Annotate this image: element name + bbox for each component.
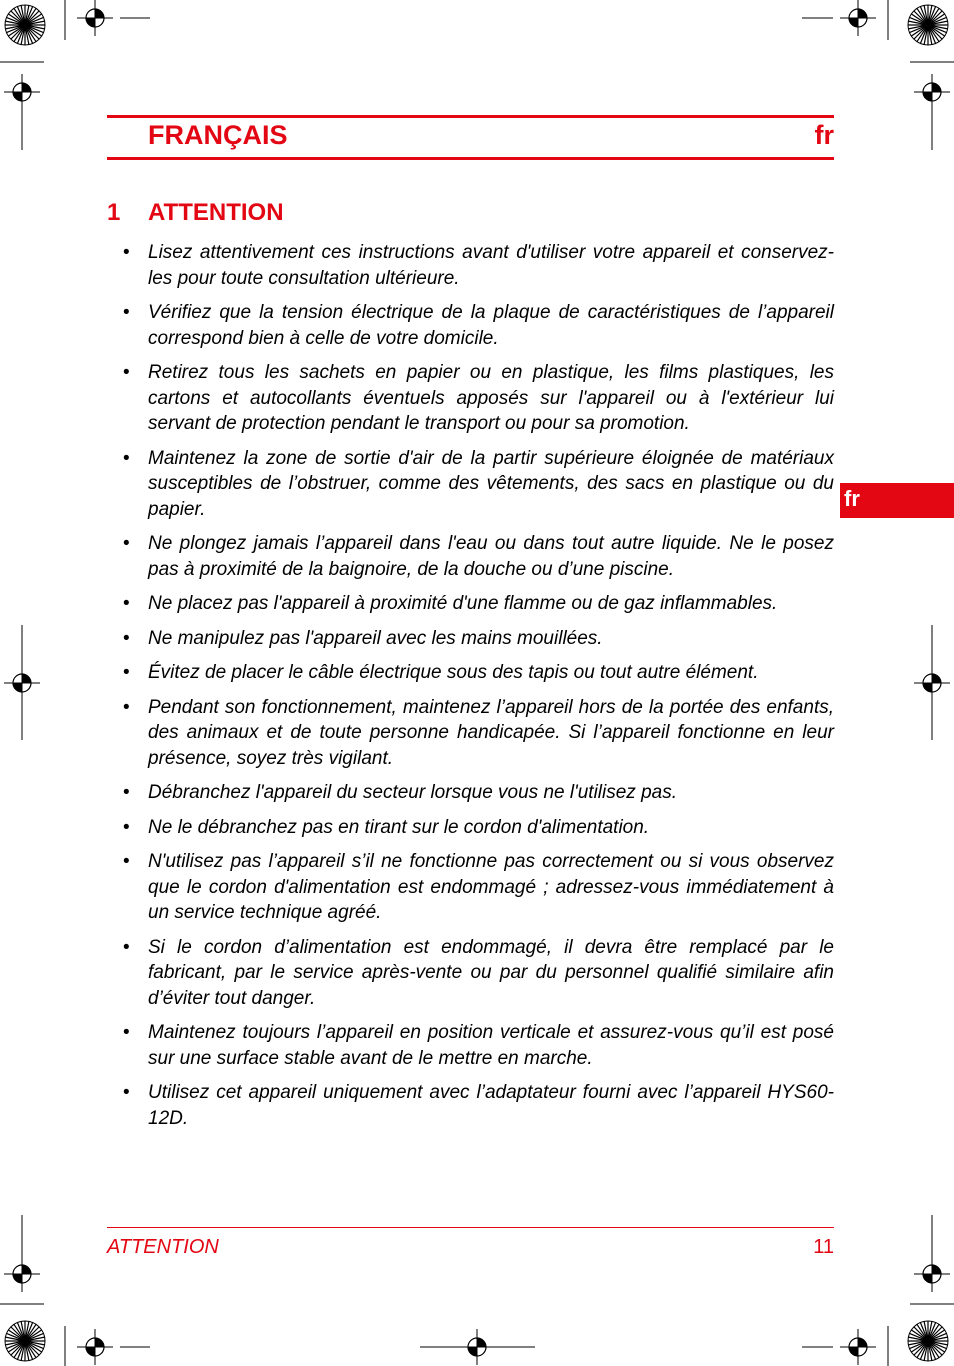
page-number: 11 bbox=[813, 1236, 834, 1258]
list-item: • Si le cordon d’alimentation est endommagé, il devra être remplacé par le fabricant, par le service après-vente ou par du personnel qualifié similaire afin d’éviter tout danger. bbox=[123, 936, 834, 1009]
header-bottom-rule bbox=[107, 157, 834, 160]
bullet: • bbox=[123, 593, 130, 614]
list-item: • N'utilisez pas l’appareil s’il ne fonctionne pas correctement ou si vous observez que le cordon d'alimentation est endommagé ; adressez-vous immédiatement à un service technique agréé. bbox=[123, 851, 834, 923]
list-item: • Lisez attentivement ces instructions avant d'utiliser votre appareil et conservez-les pour toute consultation ultérieure. bbox=[123, 242, 834, 289]
list-item: • Évitez de placer le câble électrique sous des tapis ou tout autre élément. bbox=[107, 660, 834, 686]
list-item: • Vérifiez que la tension électrique de la plaque de caractéristiques de l’appareil correspond bien à celle de votre domicile. bbox=[123, 302, 834, 349]
bullet: • bbox=[123, 1082, 130, 1103]
language-header bbox=[107, 118, 834, 156]
list-item: • Utilisez cet appareil uniquement avec l’adaptateur fourni avec l’appareil HYS60-12D. bbox=[123, 1082, 834, 1129]
bullet: • bbox=[123, 627, 130, 649]
list-item: • Ne manipulez pas l'appareil avec les mains mouillées. bbox=[107, 626, 834, 652]
list-item: • Ne placez pas l'appareil à proximité d'une flamme ou de gaz inflammables. bbox=[107, 591, 834, 617]
list-item: • Retirez tous les sachets en papier ou en plastique, les films plastiques, les cartons et autocollants éventuels apposés sur l'appareil ou à l'extérieur lui servant de protection pendant le transport ou pour sa promotion. bbox=[123, 362, 834, 434]
section-heading bbox=[107, 199, 284, 227]
safety-instructions-list bbox=[107, 240, 834, 1140]
list-item: • Débranchez l'appareil du secteur lorsque vous ne l'utilisez pas. bbox=[107, 780, 834, 806]
bullet: • bbox=[123, 851, 130, 872]
list-item: • Maintenez toujours l’appareil en position verticale et assurez-vous qu’il est posé sur une surface stable avant de le mettre en marche. bbox=[123, 1022, 834, 1069]
bullet: • bbox=[123, 1022, 130, 1043]
bullet: • bbox=[123, 936, 130, 958]
bullet: • bbox=[123, 662, 130, 683]
bullet: • bbox=[123, 816, 130, 838]
bullet: • bbox=[123, 696, 130, 718]
language-side-tab bbox=[840, 483, 954, 518]
section-title: ATTENTION bbox=[148, 199, 284, 226]
language-title: FRANÇAIS bbox=[148, 120, 288, 150]
bullet: • bbox=[123, 782, 130, 803]
bullet: • bbox=[123, 362, 130, 383]
list-item: • Ne le débranchez pas en tirant sur le cordon d'alimentation. bbox=[107, 815, 834, 841]
footer-rule bbox=[107, 1227, 834, 1228]
bullet: • bbox=[123, 447, 130, 469]
list-item: • Ne plongez jamais l’appareil dans l'eau ou dans tout autre liquide. Ne le posez pas à proximité de la baignoire, de la douche ou d’une piscine. bbox=[123, 533, 834, 580]
bullet: • bbox=[123, 533, 130, 554]
bullet: • bbox=[123, 242, 130, 263]
footer-section-name: ATTENTION bbox=[107, 1236, 219, 1258]
list-item: • Maintenez la zone de sortie d'air de la partir supérieure éloignée de matériaux susceptibles de l’obstruer, comme des vêtements, des sacs en plastique ou du papier. bbox=[123, 447, 834, 520]
section-number: 1 bbox=[107, 199, 121, 226]
bullet: • bbox=[123, 302, 130, 323]
list-item: • Pendant son fonctionnement, maintenez l’appareil hors de la portée des enfants, des animaux et de toute personne handicapée. Si l’appareil fonctionne en leur présence, soyez très vigilant. bbox=[123, 696, 834, 769]
language-code: fr bbox=[814, 120, 834, 150]
side-tab-label: fr bbox=[844, 486, 860, 511]
